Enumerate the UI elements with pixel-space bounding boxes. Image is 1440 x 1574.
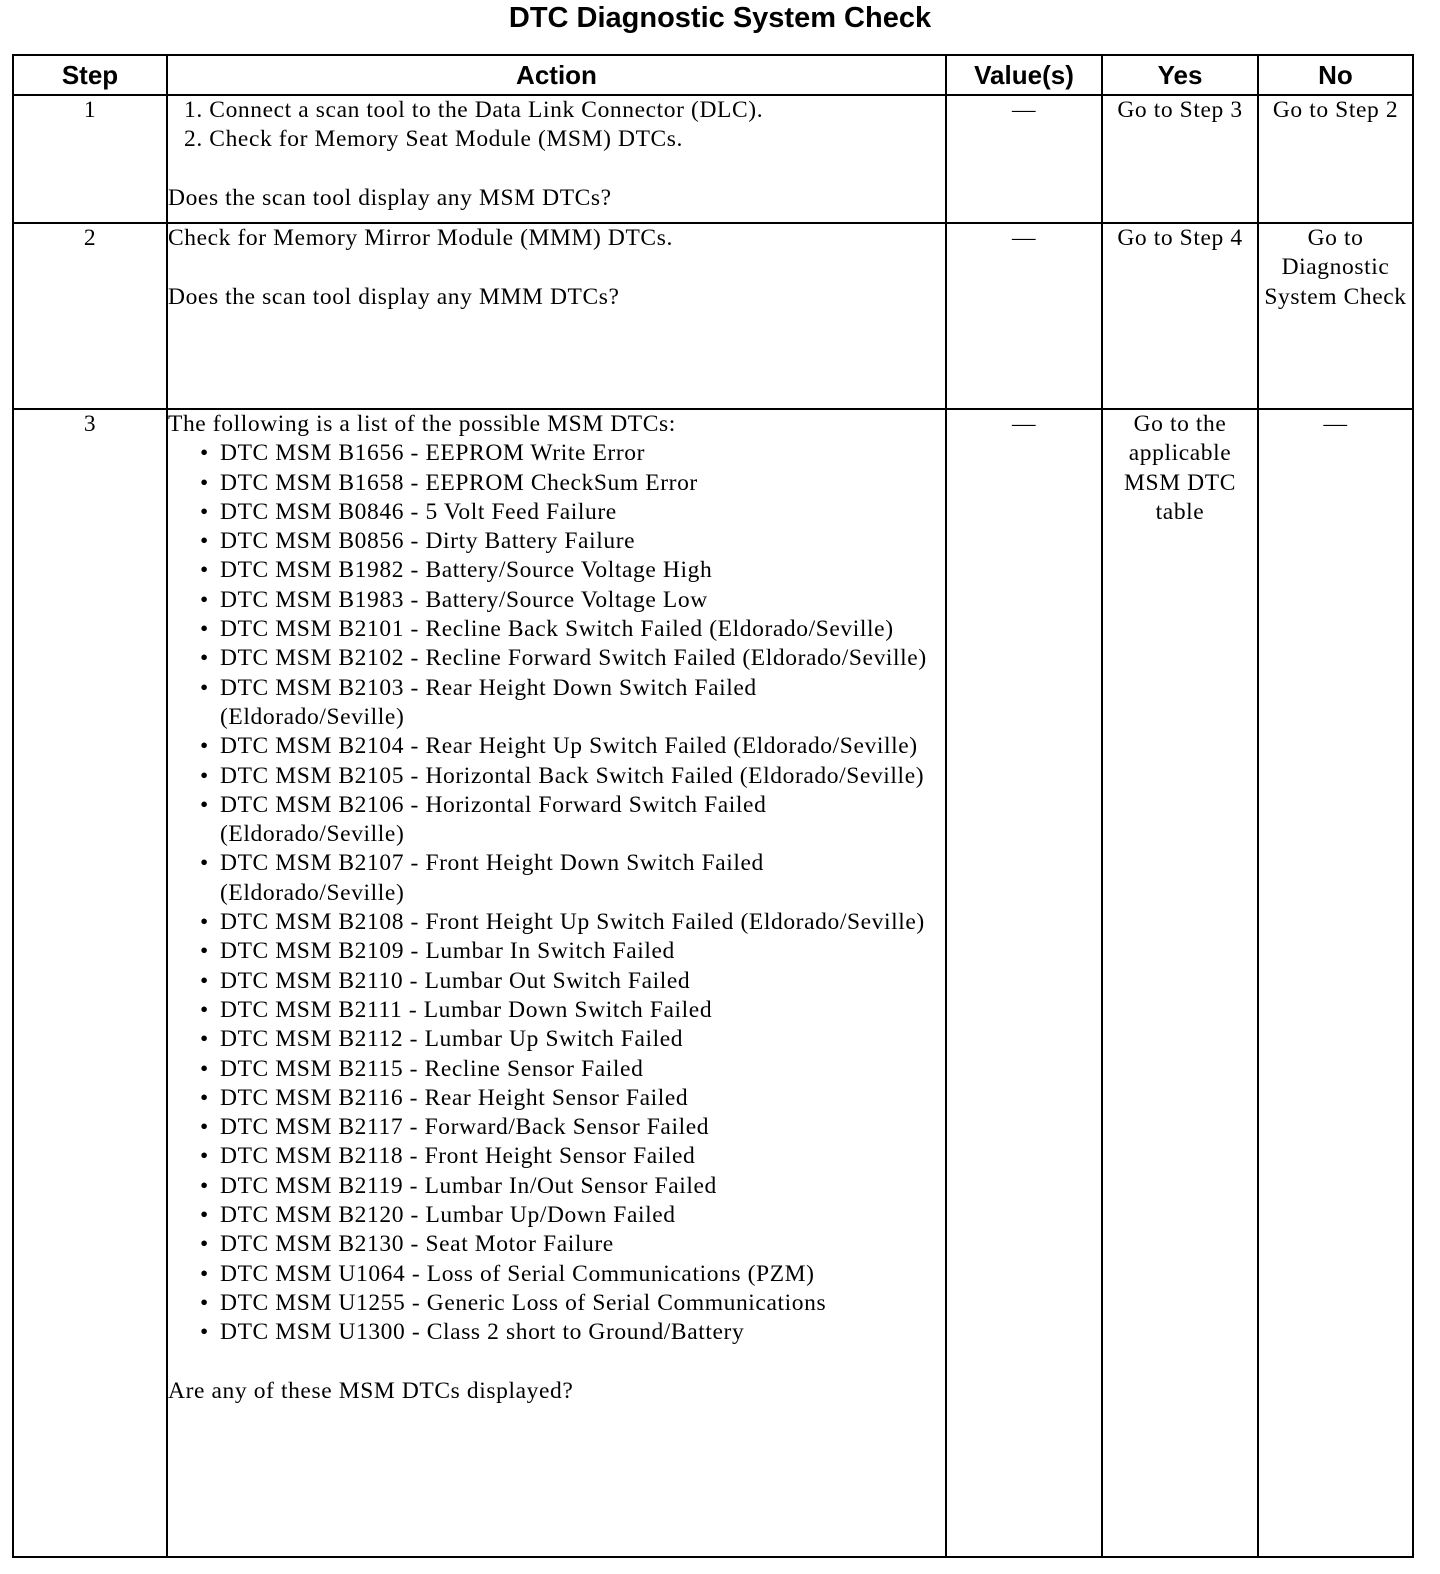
column-header-values: Value(s)	[946, 55, 1102, 95]
dtc-text: DTC MSM B2104 - Rear Height Up Switch Failed (Eldorado/Seville)	[220, 733, 918, 760]
bullet-icon: •	[200, 528, 209, 555]
bullet-icon: •	[200, 469, 209, 496]
dtc-text: DTC MSM U1300 - Class 2 short to Ground/Battery	[220, 1319, 745, 1346]
dtc-list	[168, 439, 945, 1347]
table-row	[13, 223, 1413, 409]
dtc-list-item	[200, 1142, 945, 1171]
dtc-list-item	[200, 732, 945, 761]
bullet-icon: •	[200, 1260, 209, 1287]
dtc-text: DTC MSM B2118 - Front Height Sensor Failed	[220, 1143, 696, 1170]
bullet-icon: •	[200, 440, 209, 467]
dtc-list-item	[200, 1025, 945, 1054]
action-cell	[167, 95, 946, 223]
bullet-icon: •	[200, 909, 209, 936]
dtc-list-item	[200, 937, 945, 966]
dtc-text: DTC MSM U1255 - Generic Loss of Serial Communications	[220, 1289, 827, 1316]
bullet-icon: •	[200, 791, 209, 818]
dtc-text: DTC MSM B2107 - Front Height Down Switch Failed (Eldorado/Seville)	[220, 850, 764, 906]
dtc-text: DTC MSM B2103 - Rear Height Down Switch Failed (Eldorado/Seville)	[220, 674, 757, 730]
column-header-step: Step	[13, 55, 167, 95]
dtc-text: DTC MSM B2101 - Recline Back Switch Failed (Eldorado/Seville)	[220, 616, 894, 643]
page-title: DTC Diagnostic System Check	[508, 2, 932, 34]
dtc-text: DTC MSM B2105 - Horizontal Back Switch Failed (Eldorado/Seville)	[220, 762, 925, 789]
dtc-list-item	[200, 674, 945, 733]
bullet-icon: •	[200, 616, 209, 643]
dtc-text: DTC MSM B2109 - Lumbar In Switch Failed	[220, 938, 675, 965]
action-cell	[167, 223, 946, 409]
bullet-icon: •	[200, 996, 209, 1023]
dtc-list-item	[200, 469, 945, 498]
bullet-icon: •	[200, 674, 209, 701]
dtc-text: DTC MSM B2120 - Lumbar Up/Down Failed	[220, 1202, 676, 1229]
dtc-text: DTC MSM B2117 - Forward/Back Sensor Failed	[220, 1114, 710, 1141]
dtc-list-item	[200, 1289, 945, 1318]
dtc-list-item	[200, 1055, 945, 1084]
dtc-text: DTC MSM B2111 - Lumbar Down Switch Failed	[220, 996, 713, 1023]
no-cell: —	[1258, 409, 1413, 1557]
dtc-text: DTC MSM B2119 - Lumbar In/Out Sensor Failed	[220, 1172, 717, 1199]
bullet-icon: •	[200, 1055, 209, 1082]
table-row	[13, 409, 1413, 1557]
dtc-list-item	[200, 967, 945, 996]
values-cell: —	[946, 409, 1102, 1557]
dtc-text: DTC MSM B2106 - Horizontal Forward Switch Failed (Eldorado/Seville)	[220, 791, 767, 848]
bullet-icon: •	[200, 1172, 209, 1199]
dtc-text: DTC MSM B2102 - Recline Forward Switch Failed (Eldorado/Seville)	[220, 645, 927, 672]
dtc-list-item	[200, 498, 945, 527]
action-question: Are any of these MSM DTCs displayed?	[168, 1377, 574, 1404]
dtc-text: DTC MSM B0846 - 5 Volt Feed Failure	[220, 498, 617, 525]
column-header-no: No	[1258, 55, 1413, 95]
dtc-list-item	[200, 615, 945, 644]
dtc-list-item	[200, 527, 945, 556]
table-row	[13, 95, 1413, 223]
bullet-icon: •	[200, 762, 209, 789]
dtc-list-item	[200, 1084, 945, 1113]
values-cell: —	[946, 95, 1102, 223]
bullet-icon: •	[200, 586, 209, 613]
dtc-text: DTC MSM B2112 - Lumbar Up Switch Failed	[220, 1026, 684, 1053]
action-text: Check for Memory Mirror Module (MMM) DTCs.	[168, 225, 673, 251]
no-cell: Go to Step 2	[1258, 95, 1413, 223]
yes-cell: Go to Step 3	[1102, 95, 1258, 223]
dtc-list-item	[200, 1113, 945, 1142]
bullet-icon: •	[200, 1231, 209, 1258]
dtc-list-item	[200, 1260, 945, 1289]
dtc-list-item	[200, 586, 945, 615]
bullet-icon: •	[200, 557, 209, 584]
dtc-list-item	[200, 1172, 945, 1201]
bullet-icon: •	[200, 1289, 209, 1316]
dtc-list-item	[200, 439, 945, 468]
column-header-yes: Yes	[1102, 55, 1258, 95]
action-question: Does the scan tool display any MMM DTCs?	[168, 283, 620, 310]
bullet-icon: •	[200, 733, 209, 760]
dtc-list-item	[200, 908, 945, 937]
dtc-text: DTC MSM B2130 - Seat Motor Failure	[220, 1231, 614, 1258]
bullet-icon: •	[200, 850, 209, 877]
yes-cell: Go to the applicable MSM DTC table	[1102, 409, 1258, 1557]
no-cell: Go to Diagnostic System Check	[1258, 223, 1413, 409]
diagnostic-table	[12, 54, 1414, 1558]
dtc-text: DTC MSM B2110 - Lumbar Out Switch Failed	[220, 967, 691, 994]
column-header-action: Action	[167, 55, 946, 95]
action-cell	[167, 409, 946, 1557]
dtc-list-item	[200, 1201, 945, 1230]
dtc-list-item	[200, 1318, 945, 1347]
bullet-icon: •	[200, 1202, 209, 1229]
dtc-text: DTC MSM B1982 - Battery/Source Voltage High	[220, 557, 713, 584]
bullet-icon: •	[200, 938, 209, 965]
action-question: Does the scan tool display any MSM DTCs?	[168, 184, 612, 211]
dtc-list-item	[200, 996, 945, 1025]
bullet-icon: •	[200, 498, 209, 525]
dtc-list-item	[200, 791, 945, 850]
dtc-text: DTC MSM B0856 - Dirty Battery Failure	[220, 528, 636, 555]
instruction-item: 1. Connect a scan tool to the Data Link Connector (DLC).	[184, 97, 764, 123]
dtc-text: DTC MSM B2115 - Recline Sensor Failed	[220, 1055, 644, 1082]
yes-cell: Go to Step 4	[1102, 223, 1258, 409]
dtc-list-item	[200, 556, 945, 585]
dtc-list-item	[200, 849, 945, 908]
action-intro: The following is a list of the possible MSM DTCs:	[168, 411, 676, 437]
bullet-icon: •	[200, 1114, 209, 1141]
step-number: 1	[13, 95, 167, 223]
step-number: 3	[13, 409, 167, 1557]
table-header-row	[13, 55, 1413, 95]
dtc-list-item	[200, 762, 945, 791]
bullet-icon: •	[200, 967, 209, 994]
dtc-text: DTC MSM B2116 - Rear Height Sensor Failed	[220, 1084, 689, 1111]
dtc-text: DTC MSM B1658 - EEPROM CheckSum Error	[220, 469, 698, 496]
bullet-icon: •	[200, 1084, 209, 1111]
dtc-text: DTC MSM B1656 - EEPROM Write Error	[220, 440, 646, 467]
bullet-icon: •	[200, 1319, 209, 1346]
values-cell: —	[946, 223, 1102, 409]
bullet-icon: •	[200, 645, 209, 672]
dtc-text: DTC MSM U1064 - Loss of Serial Communications (PZM)	[220, 1260, 815, 1287]
dtc-list-item	[200, 1230, 945, 1259]
step-number: 2	[13, 223, 167, 409]
instruction-list	[168, 96, 945, 155]
instruction-item: 2. Check for Memory Seat Module (MSM) DTCs.	[184, 126, 684, 153]
bullet-icon: •	[200, 1026, 209, 1053]
dtc-text: DTC MSM B2108 - Front Height Up Switch Failed (Eldorado/Seville)	[220, 909, 925, 936]
dtc-text: DTC MSM B1983 - Battery/Source Voltage Low	[220, 586, 708, 613]
bullet-icon: •	[200, 1143, 209, 1170]
dtc-list-item	[200, 644, 945, 673]
